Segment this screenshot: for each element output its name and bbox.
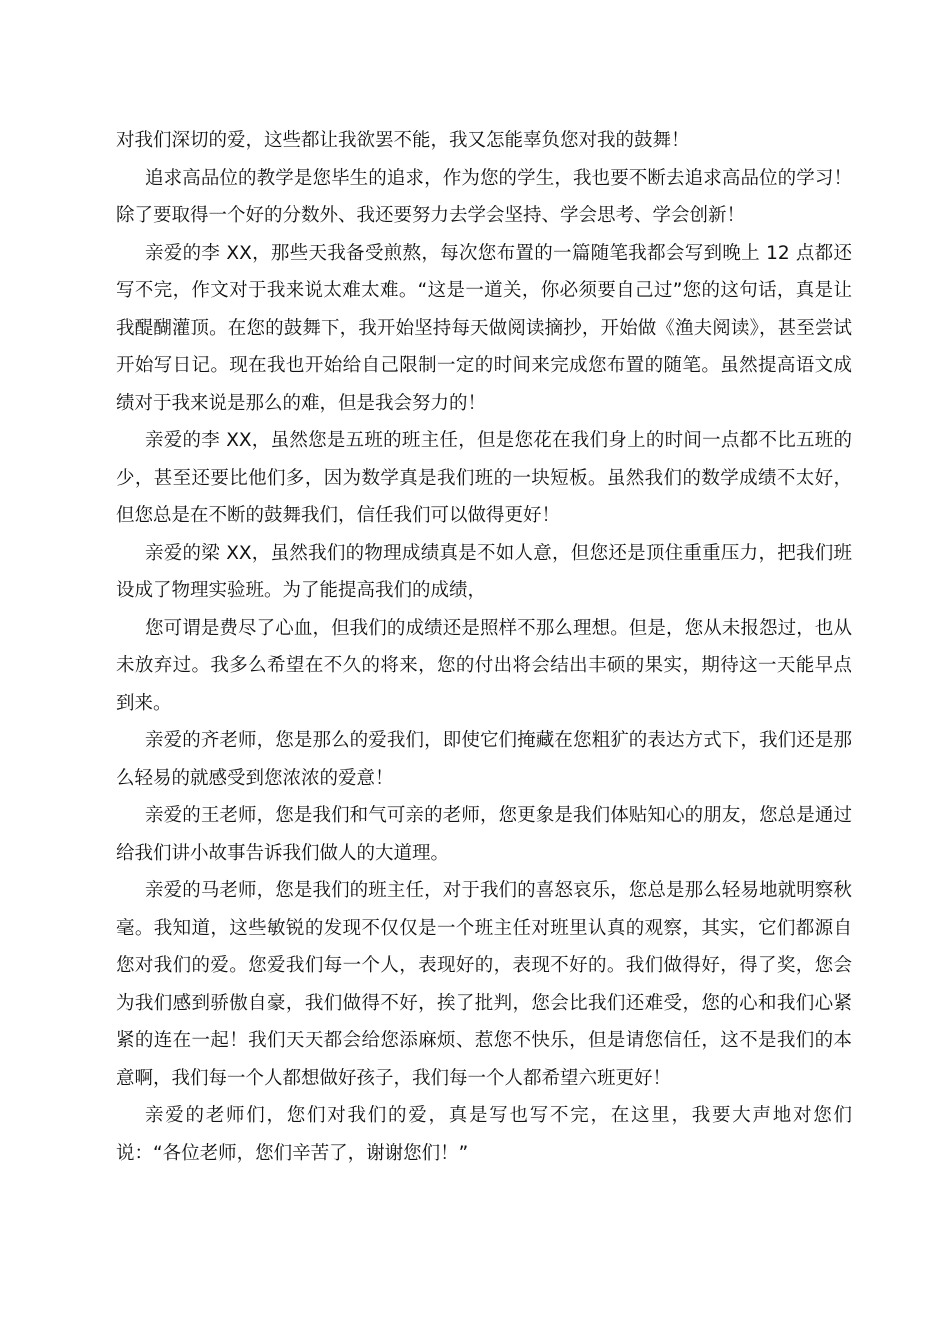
paragraph: 亲爱的齐老师，您是那么的爱我们，即使它们掩藏在您粗犷的表达方式下，我们还是那么轻易的就感受到您浓浓的爱意！: [116, 730, 852, 789]
paragraph: 您可谓是费尽了心血，但我们的成绩还是照样不那么理想。但是，您从未报怨过，也从未放弃过。我多么希望在不久的将来，您的付出将会结出丰硕的果实，期待这一天能早点到来。: [116, 617, 852, 714]
paragraph: 亲爱的李 XX，那些天我备受煎熬，每次您布置的一篇随笔我都会写到晚上 12 点都还写不完，作文对于我来说太难太难。“这是一道关，你必须要自己过”您的这句话，真是让我醍醐灌顶。在您的鼓舞下，我开始坚持每天做阅读摘抄，开始做《渔夫阅读》，甚至尝试开始写日记。现在我也开始给自己限制一定的时间来完成您布置的随笔。虽然提高语文成绩对于我来说是那么的难，但是我会努力的！: [116, 242, 852, 414]
paragraph: 亲爱的王老师，您是我们和气可亲的老师，您更象是我们体贴知心的朋友，您总是通过给我们讲小故事告诉我们做人的大道理。: [116, 805, 852, 864]
paragraph: 追求高品位的教学是您毕生的追求，作为您的学生，我也要不断去追求高品位的学习！除了要取得一个好的分数外、我还要努力去学会坚持、学会思考、学会创新！: [116, 167, 852, 226]
paragraph: 亲爱的老师们，您们对我们的爱，真是写也写不完，在这里，我要大声地对您们说：“各位老师，您们辛苦了，谢谢您们！”: [116, 1105, 852, 1164]
paragraph: 亲爱的马老师，您是我们的班主任，对于我们的喜怒哀乐，您总是那么轻易地就明察秋毫。我知道，这些敏锐的发现不仅仅是一个班主任对班里认真的观察，其实，它们都源自您对我们的爱。您爱我们每一个人，表现好的，表现不好的。我们做得好，得了奖，您会为我们感到骄傲自豪，我们做得不好，挨了批判，您会比我们还难受，您的心和我们心紧紧的连在一起！我们天天都会给您添麻烦、惹您不快乐，但是请您信任，这不是我们的本意啊，我们每一个人都想做好孩子，我们每一个人都希望六班更好！: [116, 880, 852, 1089]
paragraph: 亲爱的李 XX，虽然您是五班的班主任，但是您花在我们身上的时间一点都不比五班的少，甚至还要比他们多，因为数学真是我们班的一块短板。虽然我们的数学成绩不太好，但您总是在不断的鼓舞我们，信任我们可以做得更好！: [116, 430, 852, 526]
paragraph: 亲爱的梁 XX，虽然我们的物理成绩真是不如人意，但您还是顶住重重压力，把我们班设成了物理实验班。为了能提高我们的成绩，: [116, 542, 852, 601]
paragraph: 对我们深切的爱，这些都让我欲罢不能，我又怎能辜负您对我的鼓舞！: [116, 130, 690, 151]
document-body: [116, 122, 852, 1172]
